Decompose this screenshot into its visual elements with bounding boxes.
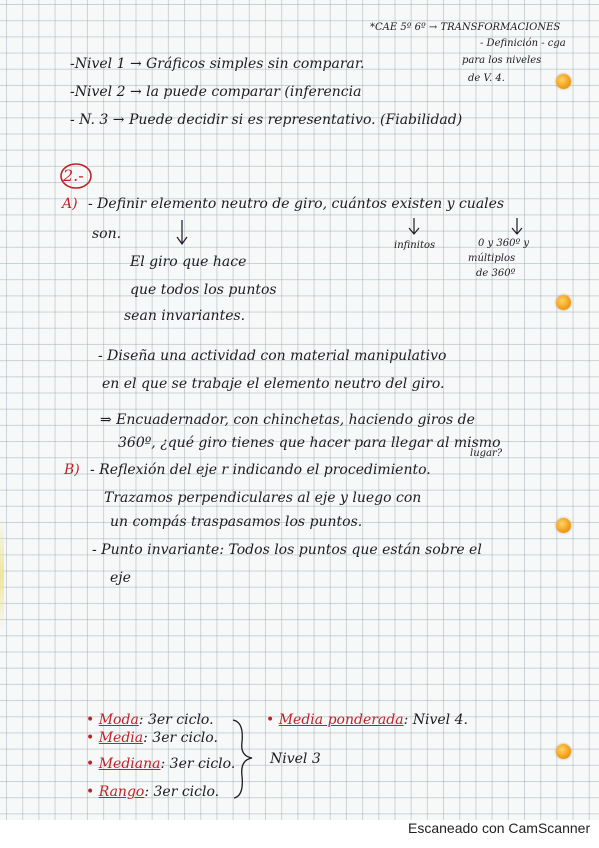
header-line: - Definición - cga bbox=[480, 38, 566, 49]
stat-item: • Media: 3er ciclo. bbox=[86, 730, 218, 746]
answer-line: El giro que hace bbox=[130, 254, 247, 270]
stat-item: • Media ponderada: Nivel 4. bbox=[266, 712, 468, 728]
group-label: Nivel 3 bbox=[270, 751, 321, 767]
stat-item: • Moda: 3er ciclo. bbox=[86, 712, 214, 728]
item-label: B) bbox=[64, 462, 80, 478]
side-note: múltiplos bbox=[468, 253, 516, 264]
question-line: - Reflexión del eje r indicando el procedimiento. bbox=[90, 462, 431, 478]
stat-value: : 3er ciclo. bbox=[144, 784, 220, 800]
stat-value: : 3er ciclo. bbox=[160, 756, 236, 772]
level-line: - N. 3 → Puede decidir si es representativo. (Fiabilidad) bbox=[70, 112, 463, 128]
answer-line: Trazamos perpendiculares al eje y luego con bbox=[104, 490, 422, 506]
question-line: en el que se trabaje el elemento neutro del giro. bbox=[102, 376, 445, 392]
answer-line: que todos los puntos bbox=[130, 282, 277, 298]
item-label: A) bbox=[62, 196, 78, 212]
question-line: son. bbox=[92, 226, 122, 242]
answer-line: sean invariantes. bbox=[124, 308, 246, 324]
answer-line: un compás traspasamos los puntos. bbox=[110, 514, 363, 530]
header-line: *CAE 5º 6º → TRANSFORMACIONES bbox=[370, 22, 561, 33]
stat-value: : Nivel 4. bbox=[403, 712, 468, 728]
scanner-watermark: Escaneado con CamScanner bbox=[408, 820, 591, 836]
answer-line: 360º, ¿qué giro tienes que hacer para llegar al mismo bbox=[118, 435, 501, 451]
side-note: infinitos bbox=[394, 240, 436, 251]
side-note: de 360º bbox=[476, 268, 516, 279]
side-note: 0 y 360º y bbox=[478, 238, 529, 249]
stat-value: : 3er ciclo. bbox=[143, 730, 218, 746]
stat-label: Moda bbox=[98, 712, 139, 728]
question-line: - Diseña una actividad con material manipulativo bbox=[98, 348, 447, 364]
down-arrow-icon bbox=[512, 218, 522, 234]
stat-item: • Rango: 3er ciclo. bbox=[86, 784, 220, 800]
stat-label: Mediana bbox=[98, 756, 161, 772]
statement-line: - Punto invariante: Todos los puntos que están sobre el bbox=[92, 542, 482, 558]
stat-label: Rango bbox=[98, 784, 145, 800]
stat-label: Media bbox=[98, 730, 144, 746]
header-line: de V. 4. bbox=[468, 73, 505, 84]
answer-line: ⇒ Encuadernador, con chinchetas, haciendo giros de bbox=[100, 412, 475, 428]
down-arrow-icon bbox=[409, 218, 419, 234]
level-line: -Nivel 1 → Gráficos simples sin comparar. bbox=[70, 56, 365, 72]
level-line: -Nivel 2 → la puede comparar (inferencia bbox=[70, 84, 362, 100]
circle-mark bbox=[61, 164, 91, 188]
question-line: - Definir elemento neutro de giro, cuántos existen y cuales bbox=[88, 196, 505, 212]
down-arrow-icon bbox=[177, 220, 187, 244]
stat-item: • Mediana: 3er ciclo. bbox=[86, 756, 236, 772]
answer-line: lugar? bbox=[470, 448, 503, 459]
brace-mark bbox=[233, 720, 252, 798]
stat-label: Media ponderada bbox=[278, 712, 404, 728]
header-line: para los niveles bbox=[462, 55, 542, 66]
section-number: 2.- bbox=[63, 166, 84, 185]
statement-line: eje bbox=[110, 570, 131, 586]
stat-value: : 3er ciclo. bbox=[138, 712, 214, 728]
